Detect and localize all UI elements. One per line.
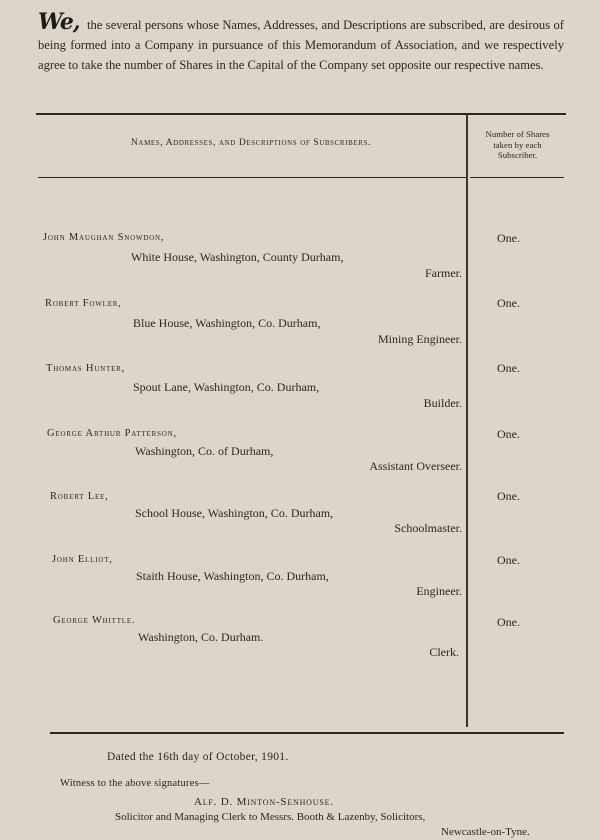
shares-column-header xyxy=(470,129,565,161)
subscriber-description: Engineer. xyxy=(416,584,462,598)
subscriber-name: George Whittle. xyxy=(53,615,136,626)
subscriber-shares: One. xyxy=(497,615,520,629)
subscriber-shares: One. xyxy=(497,296,520,310)
shares-header-line-2: taken by each xyxy=(493,139,542,150)
witness-name: Alf. D. Minton-Senhouse. xyxy=(194,796,334,808)
witness-label: Witness to the above signatures— xyxy=(60,778,210,789)
subscriber-shares: One. xyxy=(497,553,520,567)
intro-text: the several persons whose Names, Addresses, and Descriptions are subscribed, are desirous of being formed into a Company in pursuance of this Memorandum of Association, and we respectively agree to take the number of Shares in the Capital of the Company set opposite our respective names. xyxy=(38,18,564,72)
subscriber-description: Assistant Overseer. xyxy=(369,459,462,473)
subscriber-name: Thomas Hunter, xyxy=(46,363,126,374)
bottom-rule xyxy=(50,732,564,734)
subscriber-description: Mining Engineer. xyxy=(378,332,462,346)
intro-lead-word: We, xyxy=(38,9,80,35)
subscriber-name: Robert Lee, xyxy=(50,491,109,502)
subscriber-description: Schoolmaster. xyxy=(394,521,462,535)
subscriber-description: Clerk. xyxy=(429,645,459,659)
subscriber-address: White House, Washington, County Durham, xyxy=(131,250,344,264)
subscriber-address: Washington, Co. of Durham, xyxy=(135,444,274,458)
top-rule xyxy=(36,113,566,115)
header-underline-names xyxy=(38,177,466,178)
subscriber-address: School House, Washington, Co. Durham, xyxy=(135,506,334,520)
shares-header-line-1: Number of Shares xyxy=(485,129,550,139)
witness-location-line: Newcastle-on-Tyne. xyxy=(441,826,530,838)
subscriber-name: John Maughan Snowdon, xyxy=(43,232,165,243)
subscriber-name: Robert Fowler, xyxy=(45,298,122,309)
header-underline-shares xyxy=(470,177,564,178)
shares-header-line-3: Subscriber. xyxy=(497,150,538,160)
subscriber-name: John Elliot, xyxy=(52,554,113,565)
subscriber-shares: One. xyxy=(497,489,520,503)
subscriber-address: Spout Lane, Washington, Co. Durham, xyxy=(133,380,320,394)
subscriber-address: Blue House, Washington, Co. Durham, xyxy=(133,316,321,330)
subscriber-description: Builder. xyxy=(423,396,462,410)
subscriber-shares: One. xyxy=(497,361,520,375)
subscriber-address: Washington, Co. Durham. xyxy=(138,630,264,644)
subscriber-name: George Arthur Patterson, xyxy=(47,428,177,439)
column-divider xyxy=(466,115,468,727)
subscriber-address: Staith House, Washington, Co. Durham, xyxy=(136,569,329,583)
subscriber-description: Farmer. xyxy=(425,266,462,280)
dated-line: Dated the 16th day of October, 1901. xyxy=(107,751,289,763)
subscriber-shares: One. xyxy=(497,231,520,245)
names-column-header: Names, Addresses, and Descriptions of Subscribers. xyxy=(130,138,372,148)
witness-title-line: Solicitor and Managing Clerk to Messrs. Booth & Lazenby, Solicitors, xyxy=(115,811,426,823)
subscriber-shares: One. xyxy=(497,427,520,441)
